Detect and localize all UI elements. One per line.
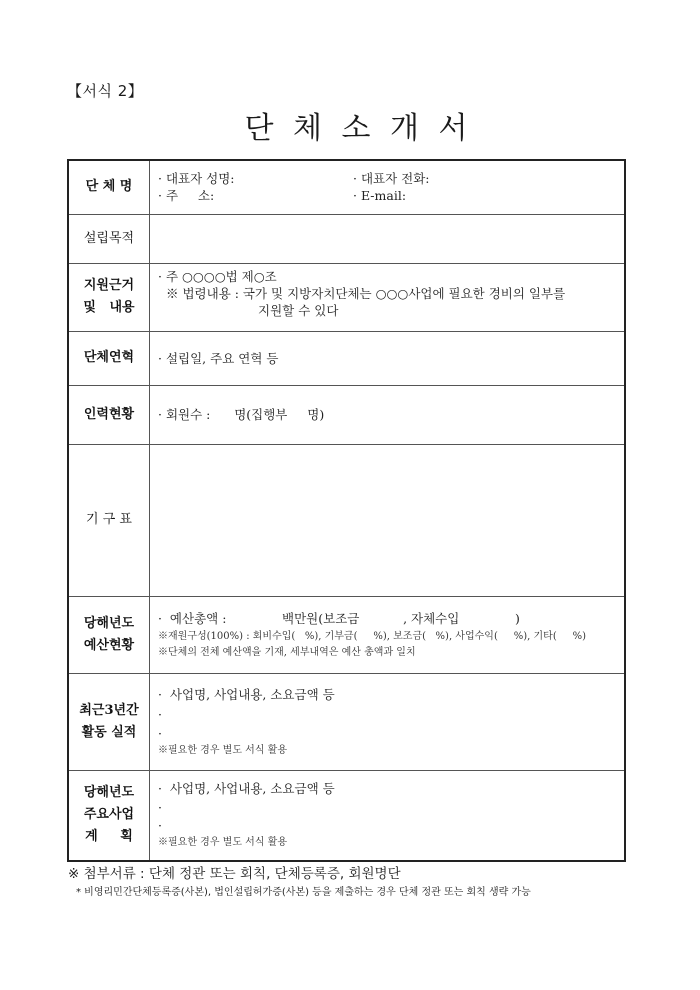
row-legal-basis — [68, 263, 625, 331]
label-history: 단체연혁 — [68, 331, 150, 385]
label-personnel: 인력현황 — [68, 385, 150, 444]
budget-total: · 예산총액 : 백만원(보조금 , 자체수입 ) — [158, 610, 520, 626]
label-legal-basis-line2: 및 내용 — [83, 300, 135, 315]
address-field[interactable]: · 주 소: — [158, 188, 215, 204]
member-count-text: · 회원수 : 명(집행부 명) — [158, 407, 325, 422]
label-plan-line1: 당해년도 — [83, 785, 135, 801]
label-recent-line2: 활동 실적 — [81, 724, 137, 740]
history-hint: · 설립일, 주요 연혁 등 — [158, 350, 279, 366]
attachments-note: ※ 첨부서류 : 단체 정관 또는 회칙, 단체등록증, 회원명단 — [68, 866, 401, 882]
label-org-name: 단 체 명 — [68, 160, 150, 214]
form-number: 【서식 2】 — [67, 82, 144, 100]
row-personnel — [68, 385, 625, 444]
legal-basis-law: · 주 ○○○○법 제○조 — [158, 268, 277, 284]
recent-activities-bullet-1: · — [158, 707, 162, 722]
annual-plan-bullet-2: · — [158, 818, 162, 834]
budget-note: ※단체의 전체 예산액을 기재, 세부내역은 예산 총액과 일치 — [158, 646, 416, 658]
legal-basis-note: ※ 법령내용 : 국가 및 지방자치단체는 ○○○사업에 필요한 경비의 일부를 — [166, 285, 566, 301]
label-legal-basis-line1: 지원근거 — [83, 278, 135, 293]
rep-name-field[interactable]: · 대표자 성명: — [158, 171, 235, 187]
label-recent-line1: 최근3년간 — [79, 702, 139, 718]
personnel-field[interactable] — [150, 385, 626, 444]
row-purpose — [68, 214, 625, 263]
row-recent-activities — [68, 673, 625, 770]
recent-activities-field[interactable] — [150, 673, 626, 770]
label-org-chart: 기 구 표 — [68, 444, 150, 596]
budget-composition: ※재원구성(100%) : 회비수입( %), 기부금( %), 보조금( %), 사업수익( %), 기타( %) — [158, 630, 587, 642]
label-budget — [68, 596, 150, 673]
label-recent-activities — [68, 673, 150, 770]
row-annual-plan — [68, 770, 625, 861]
row-budget — [68, 596, 625, 673]
recent-activities-hint: · 사업명, 사업내용, 소요금액 등 — [158, 687, 335, 702]
org-chart-area[interactable] — [150, 444, 626, 596]
org-name-fields[interactable] — [150, 160, 626, 214]
label-annual-plan — [68, 770, 150, 861]
history-field[interactable] — [150, 331, 626, 385]
annual-plan-hint: · 사업명, 사업내용, 소요금액 등 — [158, 781, 335, 797]
annual-plan-bullet-1: · — [158, 800, 162, 816]
legal-basis-field[interactable] — [150, 263, 626, 331]
budget-field[interactable] — [150, 596, 626, 673]
label-plan-line3: 계 획 — [85, 829, 133, 845]
label-budget-line2: 예산현황 — [83, 637, 135, 653]
org-intro-form-table — [67, 159, 626, 862]
row-org-name — [68, 160, 625, 214]
email-field[interactable]: · E-mail: — [353, 188, 407, 204]
label-legal-basis — [68, 263, 150, 331]
label-plan-line2: 주요사업 — [83, 807, 135, 823]
purpose-field[interactable] — [150, 214, 626, 263]
rep-phone-field[interactable]: · 대표자 전화: — [353, 171, 430, 187]
label-purpose: 설립목적 — [68, 214, 150, 263]
document-title: 단 체 소 개 서 — [244, 111, 470, 146]
recent-activities-bullet-2: · — [158, 726, 162, 741]
row-org-chart — [68, 444, 625, 596]
legal-basis-note-cont: 지원할 수 있다 — [258, 302, 339, 318]
row-history — [68, 331, 625, 385]
recent-activities-note: ※필요한 경우 별도 서식 활용 — [158, 745, 287, 756]
attachments-exception-note: * 비영리민간단체등록증(사본), 법인설립허가증(사본) 등을 제출하는 경우 단체 정관 또는 회칙 생략 가능 — [76, 887, 531, 898]
annual-plan-field[interactable] — [150, 770, 626, 861]
label-budget-line1: 당해년도 — [83, 615, 135, 631]
annual-plan-note: ※필요한 경우 별도 서식 활용 — [158, 837, 287, 849]
